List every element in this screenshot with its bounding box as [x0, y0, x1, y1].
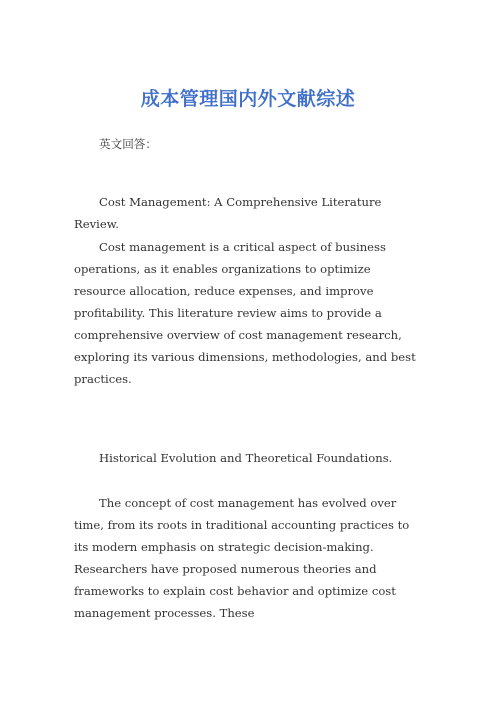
- body-paragraph: The concept of cost management has evolved over time, from its roots in traditional accounting practices to its modern emphasis on strategic decision-making. Researchers have proposed numerous theories and frameworks to explain cost behavior and optimize cost management processes. These: [74, 496, 410, 620]
- paragraph-heading-label: 英文回答：: [99, 137, 157, 151]
- document-title: 成本管理国内外文献综述: [140, 88, 356, 110]
- section-heading-paragraph: Historical Evolution and Theoretical Foundations.: [99, 451, 393, 465]
- body-paragraph: Cost management is a critical aspect of business operations, as it enables organizations to optimize resource allocation, reduce expenses, and improve profitability. This literature review aims to provide a comprehensive overview of cost management research, exploring its various dimensions, methodologies, and best practices.: [74, 240, 416, 386]
- section-title-paragraph: Cost Management: A Comprehensive Literature Review.: [74, 195, 382, 231]
